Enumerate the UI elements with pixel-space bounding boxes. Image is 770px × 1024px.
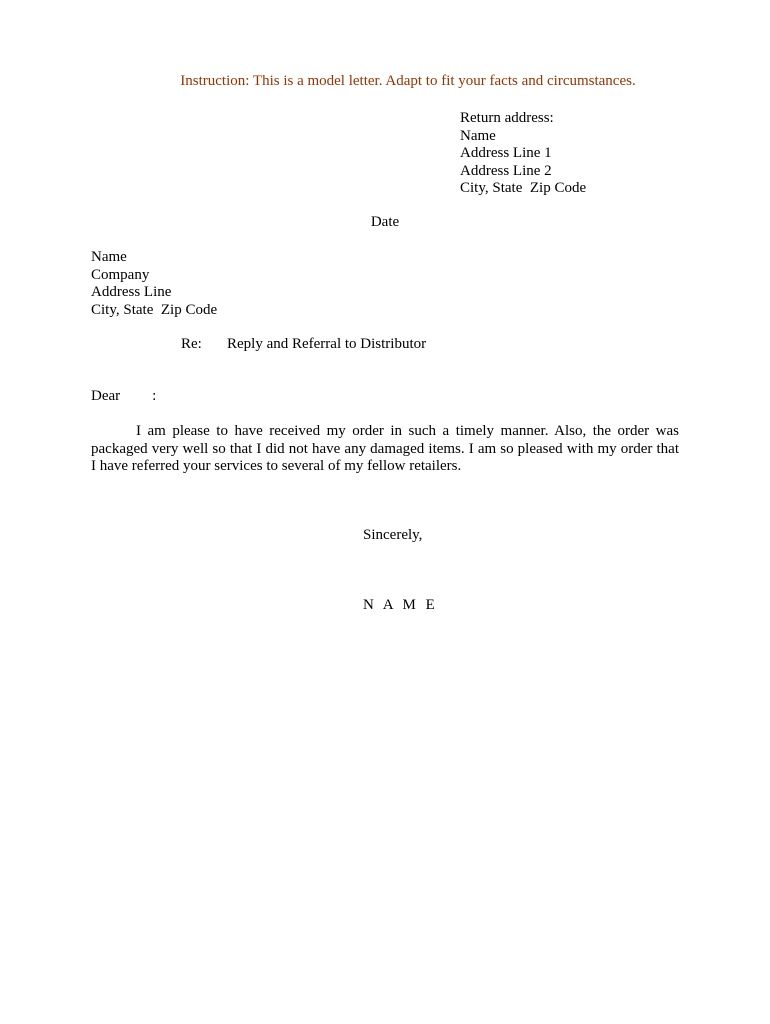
recipient-address-block <box>91 249 217 319</box>
subject-line <box>181 336 426 354</box>
closing: Sincerely, <box>363 527 423 543</box>
subject-label: Re: <box>181 336 202 352</box>
return-address-heading: Return address: <box>460 110 554 126</box>
letter-date: Date <box>370 214 400 230</box>
salutation <box>91 388 156 406</box>
recipient-name: Name <box>91 249 127 265</box>
return-address-block <box>460 110 586 198</box>
salutation-greeting: Dear <box>91 388 121 404</box>
return-address-line-2: Address Line 2 <box>460 162 552 179</box>
return-address-name: Name <box>460 127 496 144</box>
recipient-address-line: Address Line <box>91 284 172 300</box>
recipient-company: Company <box>91 266 150 283</box>
return-address-city-state-zip: City, State Zip Code <box>460 180 587 196</box>
instruction-note: Instruction: This is a model letter. Adapt to fit your facts and circumstances. <box>180 73 636 89</box>
return-address-line-1: Address Line 1 <box>460 145 552 161</box>
body-paragraph: I am please to have received my order in such a timely manner. Also, the order was packaged very well so that I did not have any damaged items. I am so pleased with my order that I have referred your services to several of my fellow retailers. <box>91 423 679 474</box>
subject-text: Reply and Referral to Distributor <box>227 336 427 352</box>
salutation-colon: : <box>152 388 157 404</box>
recipient-city-state-zip: City, State Zip Code <box>91 301 218 318</box>
signature-name: N A M E <box>363 597 438 613</box>
